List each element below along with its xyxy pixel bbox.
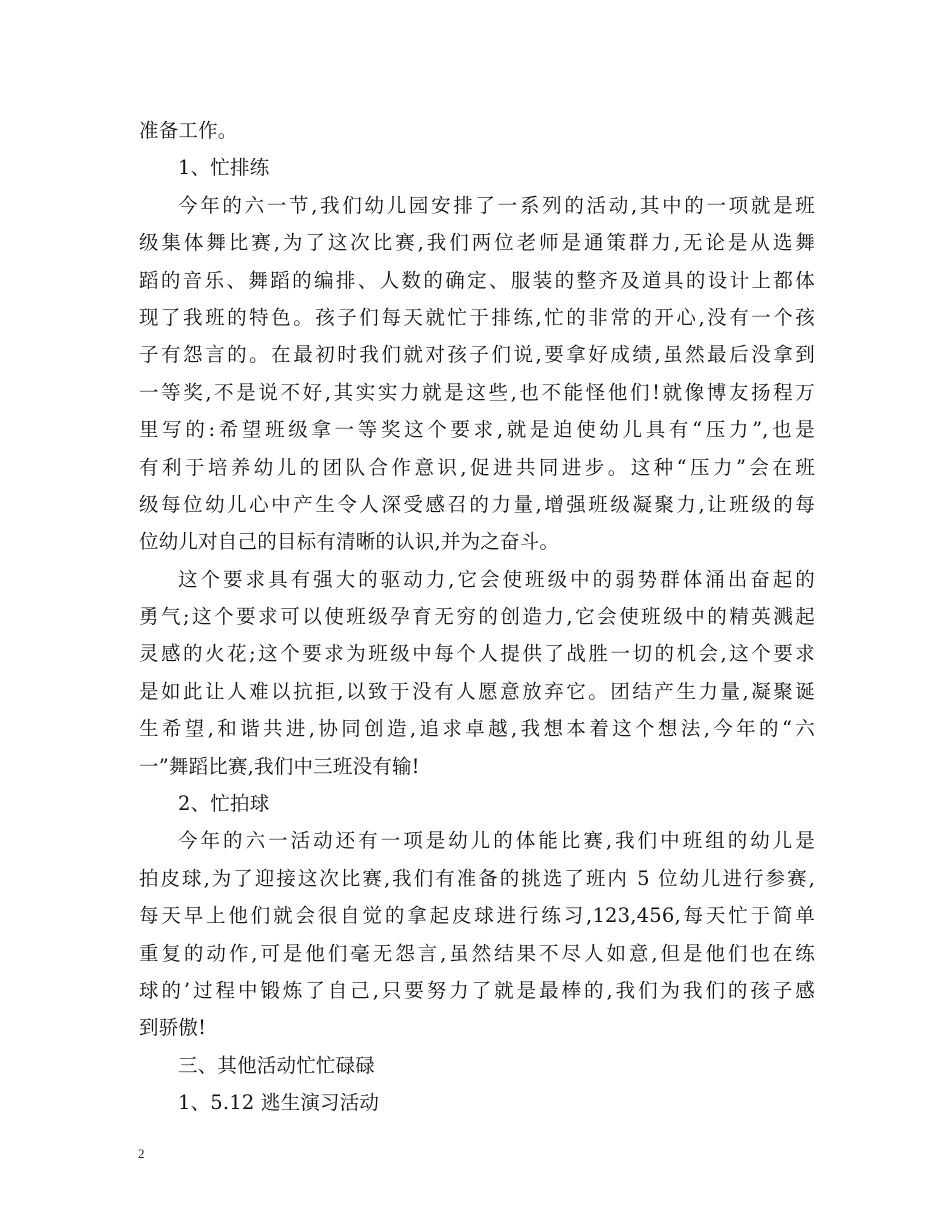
text-line: 灵感的火花;这个要求为班级中每个人提供了战胜一切的机会,这个要求 (139, 642, 815, 666)
text-line: 到骄傲! (139, 1016, 207, 1040)
text-line: 2、忙拍球 (178, 792, 270, 816)
text-line: 一等奖,不是说不好,其实实力就是这些,也不能怪他们!就像博友扬程万 (139, 380, 815, 404)
text-line: 位幼儿对自己的目标有清晰的认识,并为之奋斗。 (139, 530, 560, 554)
text-line: 有利于培养幼儿的团队合作意识,促进共同进步。这种“压力”会在班 (139, 455, 815, 479)
text-line: 现了我班的特色。孩子们每天就忙于排练,忙的非常的开心,没有一个孩 (139, 305, 815, 329)
text-line: 是如此让人难以抗拒,以致于没有人愿意放弃它。团结产生力量,凝聚诞 (139, 679, 815, 703)
document-body (139, 112, 815, 1122)
page-number: 2 (138, 1146, 145, 1161)
text-line: 子有怨言的。在最初时我们就对孩子们说,要拿好成绩,虽然最后没拿到 (139, 343, 815, 367)
text-line: 里写的:希望班级拿一等奖这个要求,就是迫使幼儿具有“压力”,也是 (139, 418, 815, 442)
text-line: 勇气;这个要求可以使班级孕育无穷的创造力,它会使班级中的精英溅起 (139, 605, 815, 629)
text-line: 蹈的音乐、舞蹈的编排、人数的确定、服装的整齐及道具的设计上都体 (139, 268, 815, 292)
text-line: 生希望,和谐共进,协同创造,追求卓越,我想本着这个想法,今年的“六 (139, 717, 815, 741)
text-line: 重复的动作,可是他们毫无怨言,虽然结果不尽人如意,但是他们也在练 (139, 941, 815, 965)
text-line: 三、其他活动忙忙碌碌 (178, 1053, 376, 1077)
text-line: 1、忙排练 (178, 156, 270, 180)
text-line: 1、5.12 逃生演习活动 (178, 1091, 380, 1115)
text-line: 级每位幼儿心中产生令人深受感召的力量,增强班级凝聚力,让班级的每 (139, 492, 815, 516)
text-line: 级集体舞比赛,为了这次比赛,我们两位老师是通策群力,无论是从选舞 (139, 231, 815, 255)
text-line: 每天早上他们就会很自觉的拿起皮球进行练习,123,456,每天忙于简单 (139, 904, 815, 928)
text-line: 一”舞蹈比赛,我们中三班没有输! (139, 754, 420, 778)
text-line: 球的’过程中锻炼了自己,只要努力了就是最棒的,我们为我们的孩子感 (139, 978, 815, 1002)
text-line: 这个要求具有强大的驱动力,它会使班级中的弱势群体涌出奋起的 (178, 567, 815, 591)
text-line: 拍皮球,为了迎接这次比赛,我们有准备的挑选了班内 5 位幼儿进行参赛, (139, 866, 815, 890)
text-line: 今年的六一节,我们幼儿园安排了一系列的活动,其中的一项就是班 (178, 193, 815, 217)
text-line: 今年的六一活动还有一项是幼儿的体能比赛,我们中班组的幼儿是 (178, 829, 815, 853)
text-line: 准备工作。 (139, 119, 238, 142)
